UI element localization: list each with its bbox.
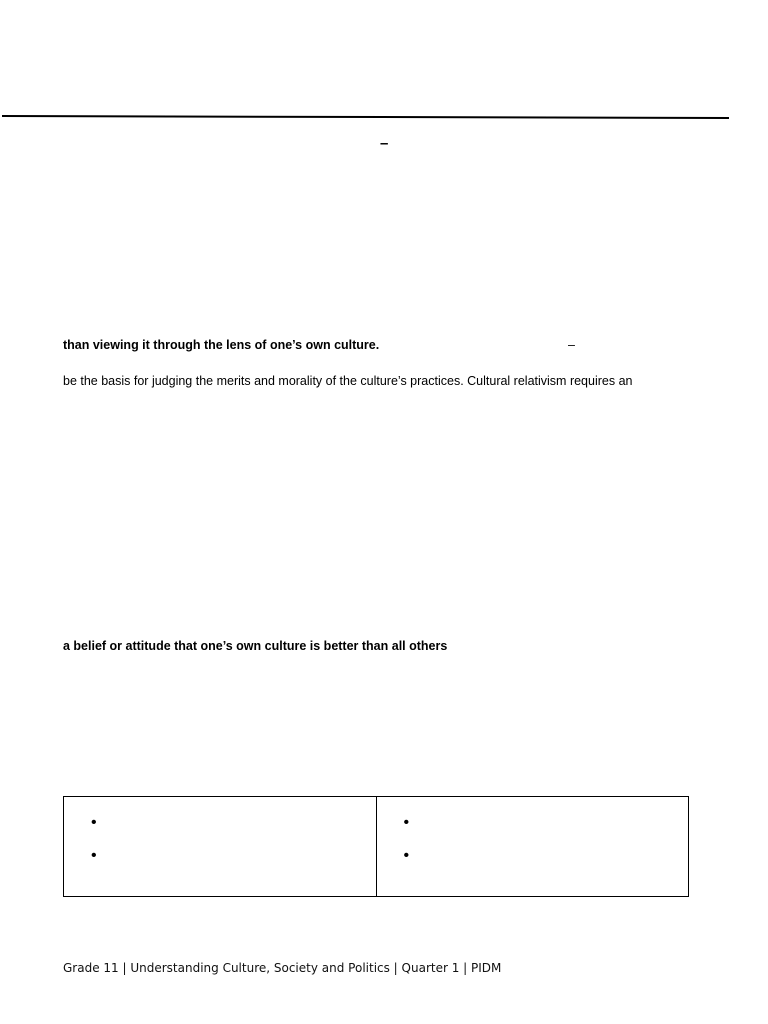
table-cell-left — [64, 797, 376, 896]
header-dash: – — [380, 135, 389, 152]
definition-text-cultural-relativism: than viewing it through the lens of one’s own culture. — [63, 338, 380, 352]
table-cell-right — [376, 797, 689, 896]
bullet-marker: • — [91, 814, 97, 831]
page-footer: Grade 11 | Understanding Culture, Society and Politics | Quarter 1 | PIDM — [63, 961, 502, 975]
inline-dash: – — [568, 338, 575, 352]
comparison-table — [63, 796, 689, 897]
definition-text-ethnocentrism: a belief or attitude that one’s own culture is better than all others — [63, 639, 448, 653]
paragraph-text: be the basis for judging the merits and morality of the culture’s practices. Cultural relativism requires an — [63, 374, 633, 388]
header-rule — [2, 115, 729, 119]
bullet-marker: • — [91, 847, 97, 864]
bullet-marker: • — [403, 847, 410, 864]
bullet-marker: • — [403, 814, 410, 831]
